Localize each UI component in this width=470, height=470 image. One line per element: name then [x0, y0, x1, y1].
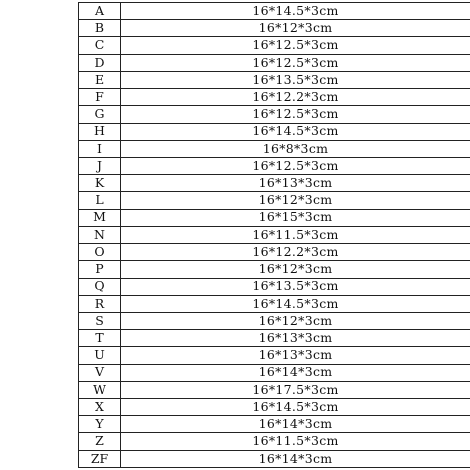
letter-cell: Q [79, 278, 121, 295]
size-cell: 16*12.5*3cm [121, 37, 470, 54]
letter-cell: U [79, 347, 121, 364]
size-cell: 16*13.5*3cm [121, 278, 470, 295]
letter-cell: ZF [79, 450, 121, 467]
table-row [79, 278, 470, 295]
size-cell: 16*13*3cm [121, 347, 470, 364]
table-row [79, 295, 470, 312]
size-cell: 16*12.5*3cm [121, 54, 470, 71]
table-row [79, 433, 470, 450]
size-cell: 16*12.5*3cm [121, 157, 470, 174]
size-cell: 16*12*3cm [121, 192, 470, 209]
size-cell: 16*12.5*3cm [121, 106, 470, 123]
letter-cell: V [79, 364, 121, 381]
letter-cell: E [79, 71, 121, 88]
letter-cell: I [79, 140, 121, 157]
size-cell: 16*14*3cm [121, 450, 470, 467]
size-cell: 16*8*3cm [121, 140, 470, 157]
letter-cell: B [79, 20, 121, 37]
letter-cell: Z [79, 433, 121, 450]
letter-cell: F [79, 89, 121, 106]
table-row [79, 106, 470, 123]
letter-cell: R [79, 295, 121, 312]
letter-cell: M [79, 209, 121, 226]
table-row [79, 312, 470, 329]
table-row [79, 89, 470, 106]
letter-cell: D [79, 54, 121, 71]
size-cell: 16*14*3cm [121, 364, 470, 381]
table-row [79, 416, 470, 433]
table-row [79, 364, 470, 381]
letter-cell: X [79, 399, 121, 416]
size-cell: 16*15*3cm [121, 209, 470, 226]
table-row [79, 140, 470, 157]
table-row [79, 226, 470, 243]
letter-cell: C [79, 37, 121, 54]
letter-cell: H [79, 123, 121, 140]
table-row [79, 175, 470, 192]
table-row [79, 3, 470, 20]
size-cell: 16*14.5*3cm [121, 399, 470, 416]
size-cell: 16*13.5*3cm [121, 71, 470, 88]
letter-cell: N [79, 226, 121, 243]
table-row [79, 399, 470, 416]
letter-cell: O [79, 244, 121, 261]
table-row [79, 37, 470, 54]
letter-cell: L [79, 192, 121, 209]
table-row [79, 381, 470, 398]
size-table [78, 2, 470, 468]
letter-cell: T [79, 330, 121, 347]
size-cell: 16*11.5*3cm [121, 433, 470, 450]
letter-cell: Y [79, 416, 121, 433]
letter-cell: G [79, 106, 121, 123]
size-chart [78, 2, 470, 468]
size-cell: 16*12.2*3cm [121, 244, 470, 261]
table-row [79, 450, 470, 467]
table-row [79, 244, 470, 261]
table-row [79, 54, 470, 71]
table-row [79, 192, 470, 209]
size-cell: 16*13*3cm [121, 330, 470, 347]
letter-cell: K [79, 175, 121, 192]
size-cell: 16*14.5*3cm [121, 295, 470, 312]
size-cell: 16*14.5*3cm [121, 123, 470, 140]
size-cell: 16*11.5*3cm [121, 226, 470, 243]
table-row [79, 20, 470, 37]
table-row [79, 157, 470, 174]
letter-cell: A [79, 3, 121, 20]
size-cell: 16*14*3cm [121, 416, 470, 433]
size-cell: 16*12.2*3cm [121, 89, 470, 106]
table-row [79, 209, 470, 226]
table-row [79, 347, 470, 364]
size-cell: 16*12*3cm [121, 20, 470, 37]
table-row [79, 123, 470, 140]
size-cell: 16*14.5*3cm [121, 3, 470, 20]
letter-cell: S [79, 312, 121, 329]
size-cell: 16*13*3cm [121, 175, 470, 192]
letter-cell: W [79, 381, 121, 398]
table-row [79, 71, 470, 88]
size-cell: 16*12*3cm [121, 312, 470, 329]
size-cell: 16*17.5*3cm [121, 381, 470, 398]
table-row [79, 261, 470, 278]
size-cell: 16*12*3cm [121, 261, 470, 278]
size-table-body [79, 3, 470, 468]
letter-cell: J [79, 157, 121, 174]
letter-cell: P [79, 261, 121, 278]
table-row [79, 330, 470, 347]
